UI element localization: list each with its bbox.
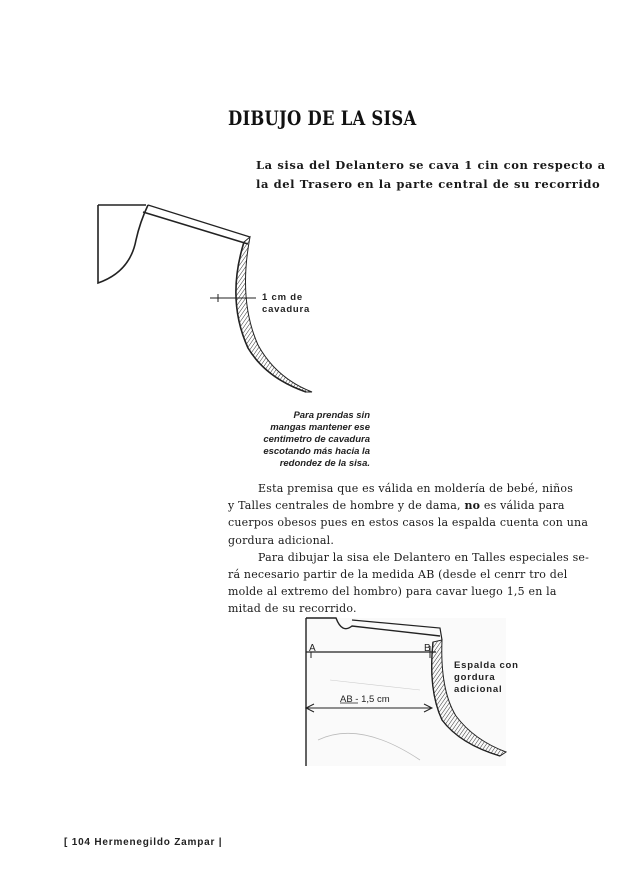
body-line: Esta premisa que es válida en moldería de bebé, niños xyxy=(258,482,574,495)
cavadura-callout xyxy=(262,292,310,316)
note-line: centimetro de cavadura xyxy=(263,434,370,445)
body-bold: no xyxy=(464,499,481,513)
sleeveless-note xyxy=(232,410,370,470)
body-span: y Talles centrales de hombre y de dama, xyxy=(228,499,465,513)
page-title: DIBUJO DE LA SISA xyxy=(228,106,417,130)
body-line: mitad de su recorrido. xyxy=(228,602,357,616)
callout-line: gordura xyxy=(454,672,496,683)
note-line: mangas mantener ese xyxy=(270,422,370,433)
body-line xyxy=(228,497,564,514)
body-paragraphs xyxy=(228,480,590,618)
body-span: es válida para xyxy=(480,499,565,513)
body-line: rá necesario partir de la medida AB (desde el cenrr tro del xyxy=(228,568,568,582)
body-line: cuerpos obesos pues en estos casos la espalda cuenta con una xyxy=(228,516,589,530)
measure-label: AB - 1,5 cm xyxy=(340,694,390,705)
body-line: molde al extremo del hombro) para cavar luego 1,5 en la xyxy=(228,585,557,599)
page-footer: [ 104 Hermenegildo Zampar | xyxy=(64,837,223,848)
callout-line: 1 cm de xyxy=(262,292,303,303)
callout-line: Espalda con xyxy=(454,660,519,671)
note-line: redondez de la sisa. xyxy=(279,458,370,469)
label-a: A xyxy=(309,643,316,654)
espalda-callout xyxy=(454,660,519,696)
body-line: Para dibujar la sisa ele Delantero en Talles especiales se- xyxy=(258,550,590,564)
note-line: escotando más hacia la xyxy=(263,446,370,457)
note-line: Para prendas sin xyxy=(293,410,370,421)
body-line: gordura adicional. xyxy=(228,533,335,547)
callout-line: adicional xyxy=(454,684,503,695)
callout-line: cavadura xyxy=(262,304,311,315)
label-b: B xyxy=(424,643,431,654)
intro-line: la del Trasero en la parte central de su recorrido xyxy=(256,177,601,191)
intro-line: La sisa del Delantero se cava 1 cin con respecto a xyxy=(256,158,606,172)
